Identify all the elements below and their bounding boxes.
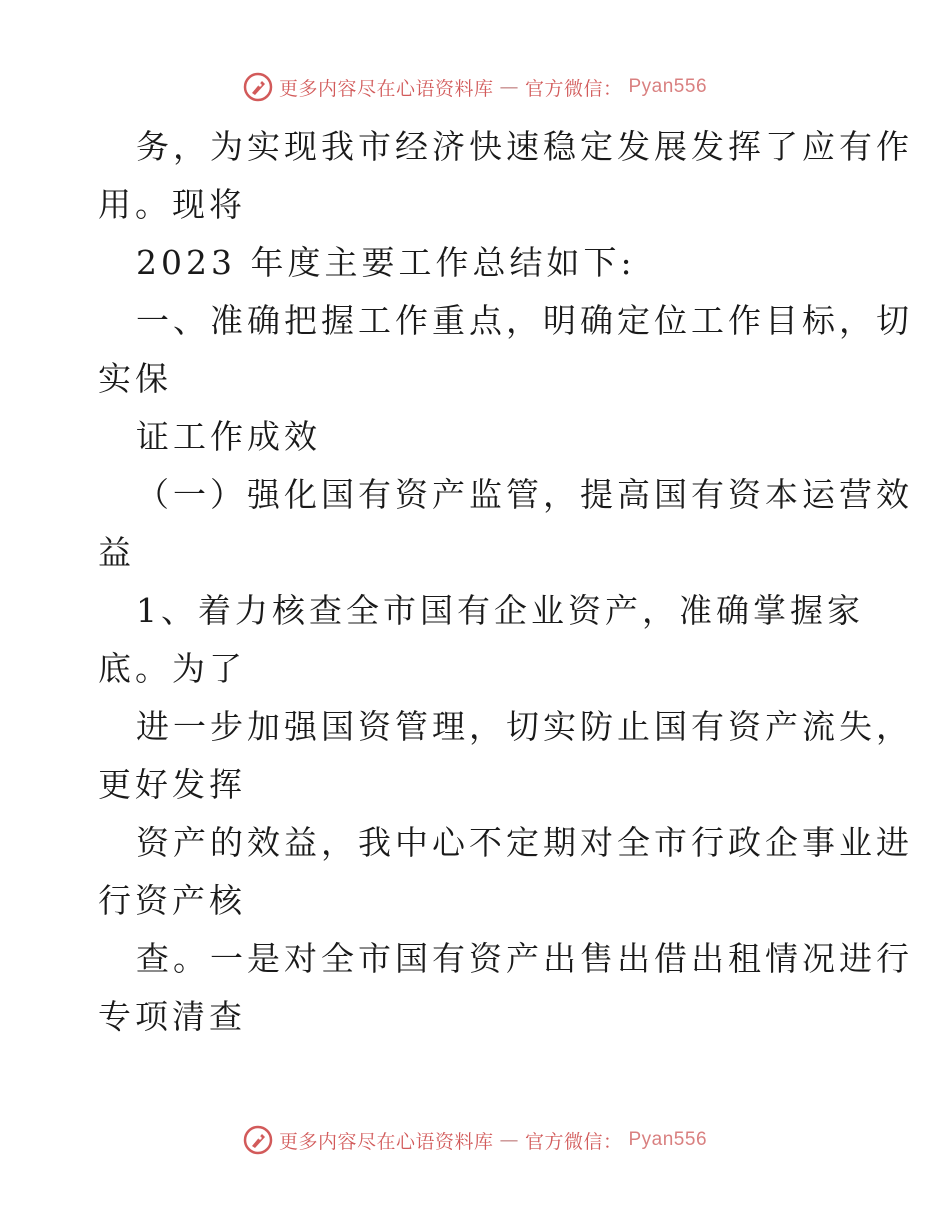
body-line: 进一步加强国资管理，切实防止国有资产流失， xyxy=(136,707,913,746)
watermark-brand-text: 更多内容尽在心语资料库 xyxy=(278,1130,494,1153)
body-line: 专项清查 xyxy=(98,997,246,1036)
subsection-heading-continued: 益 xyxy=(98,533,135,572)
watermark-contact-id: Pyan556 xyxy=(628,76,708,97)
body-line: 资产的效益，我中心不定期对全市行政企事业进 xyxy=(136,823,913,862)
body-line: 底。为了 xyxy=(98,649,246,688)
body-line: 查。一是对全市国有资产出售出借出租情况进行 xyxy=(136,939,913,978)
watermark-separator: — xyxy=(499,1129,519,1151)
body-line: 更好发挥 xyxy=(98,765,246,804)
body-line: 务，为实现我市经济快速稳定发展发挥了应有作 xyxy=(136,127,913,166)
body-line: 2023 年度主要工作总结如下: xyxy=(136,243,636,282)
header-watermark xyxy=(0,72,950,102)
subsection-heading: （一）强化国有资产监管，提高国有资本运营效 xyxy=(136,475,913,514)
pen-nib-logo-icon xyxy=(243,1125,273,1155)
watermark-brand-text: 更多内容尽在心语资料库 xyxy=(278,77,494,100)
section-heading-continued: 实保 xyxy=(98,359,172,398)
body-line: 用。现将 xyxy=(98,185,246,224)
section-heading: 一、准确把握工作重点，明确定位工作目标，切 xyxy=(136,301,913,340)
pen-nib-logo-icon xyxy=(243,72,273,102)
watermark-contact-text: 官方微信： xyxy=(524,77,623,100)
item-heading: 1、着力核查全市国有企业资产，准确掌握家 xyxy=(136,591,864,630)
section-heading-continued: 证工作成效 xyxy=(136,417,321,456)
watermark-contact-text: 官方微信： xyxy=(524,1130,623,1153)
footer-watermark xyxy=(0,1125,950,1155)
document-body xyxy=(98,118,913,1046)
body-line: 行资产核 xyxy=(98,881,246,920)
watermark-contact-id: Pyan556 xyxy=(628,1129,708,1150)
watermark-separator: — xyxy=(499,76,519,98)
